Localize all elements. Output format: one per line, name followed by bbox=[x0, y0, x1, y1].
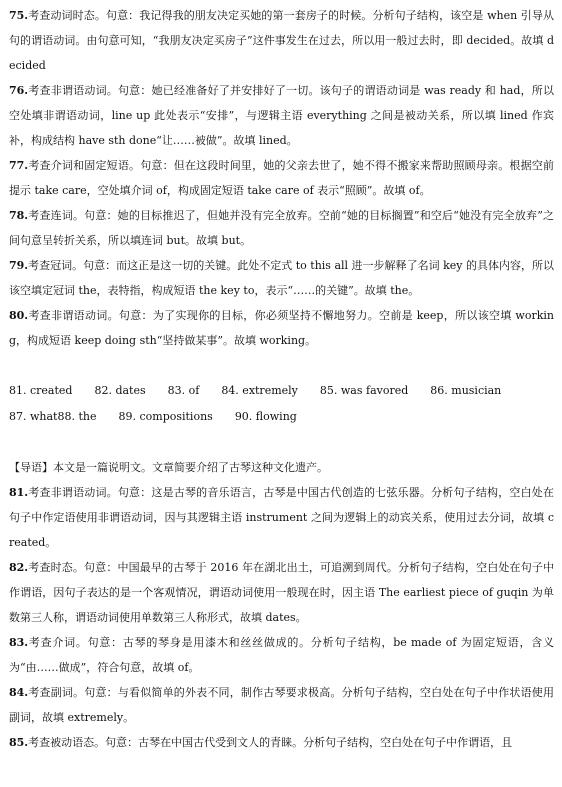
explanation-75 bbox=[9, 3, 554, 78]
question-number: 75. bbox=[9, 9, 29, 22]
explanation-text: 考查介词和固定短语。句意：但在这段时间里，她的父亲去世了，她不得不搬家来帮助照顾母亲。根据空前提示 take care，空处填介词 of，构成固定短语 take care of 表示“照顾”。故填 of。 bbox=[9, 159, 554, 197]
explanation-text: 考查冠词。句意：而这正是这一切的关键。此处不定式 to this all 进一步解释了名词 key 的具体内容，所以该空填定冠词 the，表特指，构成短语 the key to，表示“……的关键”。故填 the。 bbox=[9, 259, 554, 297]
explanation-text: 考查非谓语动词。句意：她已经准备好了并安排好了一切。该句子的谓语动词是 was ready 和 had，所以空处填非谓语动词，line up 此处表示“安排”，与逻辑主语 everything 之间是被动关系，所以填 lined 作宾补，构成结构 have sth done“让……被做”。故填 lined。 bbox=[9, 84, 554, 147]
answer-item: 81. created bbox=[9, 384, 73, 397]
question-number: 80. bbox=[9, 309, 29, 322]
explanation-78 bbox=[9, 203, 554, 253]
explanation-76 bbox=[9, 78, 554, 153]
answer-item: 89. compositions bbox=[118, 410, 213, 423]
explanations-81-85 bbox=[9, 480, 554, 755]
question-number: 78. bbox=[9, 209, 29, 222]
explanation-77 bbox=[9, 153, 554, 203]
answer-item: 82. dates bbox=[94, 384, 146, 397]
explanation-text: 考查非谓语动词。句意：这是古琴的音乐语言，古琴是中国古代创造的七弦乐器。分析句子结构，空白处在句子中作定语使用非谓语动词，因与其逻辑主语 instrument 之间为逻辑上的动宾关系，使用过去分词，故填 created。 bbox=[9, 486, 554, 549]
answer-item: 84. extremely bbox=[221, 384, 298, 397]
answer-item: 86. musician bbox=[430, 384, 502, 397]
explanations-75-80 bbox=[9, 3, 554, 353]
question-number: 82. bbox=[9, 561, 29, 574]
passage-intro: 【导语】本文是一篇说明文。文章简要介绍了古琴这种文化遗产。 bbox=[9, 461, 328, 474]
explanation-text: 考查被动语态。句意：古琴在中国古代受到文人的青睐。分析句子结构，空白处在句子中作谓语，且 bbox=[28, 736, 513, 749]
question-number: 77. bbox=[9, 159, 29, 172]
answer-key bbox=[9, 378, 554, 430]
spacer bbox=[9, 353, 554, 378]
spacer bbox=[9, 430, 554, 455]
answer-item: 90. flowing bbox=[234, 410, 297, 423]
explanation-82 bbox=[9, 555, 554, 630]
question-number: 83. bbox=[9, 636, 29, 649]
explanation-text: 考查副词。句意：与看似简单的外表不同，制作古琴要求极高。分析句子结构，空白处在句子中作状语使用副词，故填 extremely。 bbox=[9, 686, 554, 724]
question-number: 79. bbox=[9, 259, 29, 272]
answer-item: 88. the bbox=[57, 410, 97, 423]
explanation-text: 考查动词时态。句意：我记得我的朋友决定买她的第一套房子的时候。分析句子结构，该空是 when 引导从句的谓语动词。由句意可知，“我朋友决定买房子”这件事发生在过去，所以用一般过去时，即 decided。故填 decided bbox=[9, 9, 554, 72]
explanation-80 bbox=[9, 303, 554, 353]
answer-item: 83. of bbox=[167, 384, 200, 397]
explanation-85 bbox=[9, 730, 554, 755]
answer-item: 85. was favored bbox=[319, 384, 409, 397]
explanation-81 bbox=[9, 480, 554, 555]
answer-item: 87. what bbox=[9, 410, 58, 423]
question-number: 84. bbox=[9, 686, 29, 699]
explanation-text: 考查时态。句意：中国最早的古琴于 2016 年在湖北出土，可追溯到周代。分析句子结构，空白处在句子中作谓语，因句子表达的是一个客观情况，谓语动词使用一般现在时，因主语 The earliest piece of guqin 为单数第三人称，谓语动词使用单数第三人称形式，故填 dates。 bbox=[9, 561, 554, 624]
question-number: 81. bbox=[9, 486, 29, 499]
explanation-79 bbox=[9, 253, 554, 303]
question-number: 85. bbox=[9, 736, 29, 749]
question-number: 76. bbox=[9, 84, 29, 97]
explanation-83 bbox=[9, 630, 554, 680]
explanation-text: 考查介词。句意：古琴的琴身是用漆木和丝丝做成的。分析句子结构，be made of 为固定短语，含义为“由……做成”，符合句意，故填 of。 bbox=[9, 636, 554, 674]
explanation-text: 考查非谓语动词。句意：为了实现你的目标，你必须坚持不懈地努力。空前是 keep，所以该空填 working，构成短语 keep doing sth“坚持做某事”。故填 working。 bbox=[9, 309, 554, 347]
explanation-84 bbox=[9, 680, 554, 730]
explanation-text: 考查连词。句意：她的目标推迟了，但她并没有完全放弃。空前“她的目标搁置”和空后“她没有完全放弃”之间句意呈转折关系，所以填连词 but。故填 but。 bbox=[9, 209, 554, 247]
